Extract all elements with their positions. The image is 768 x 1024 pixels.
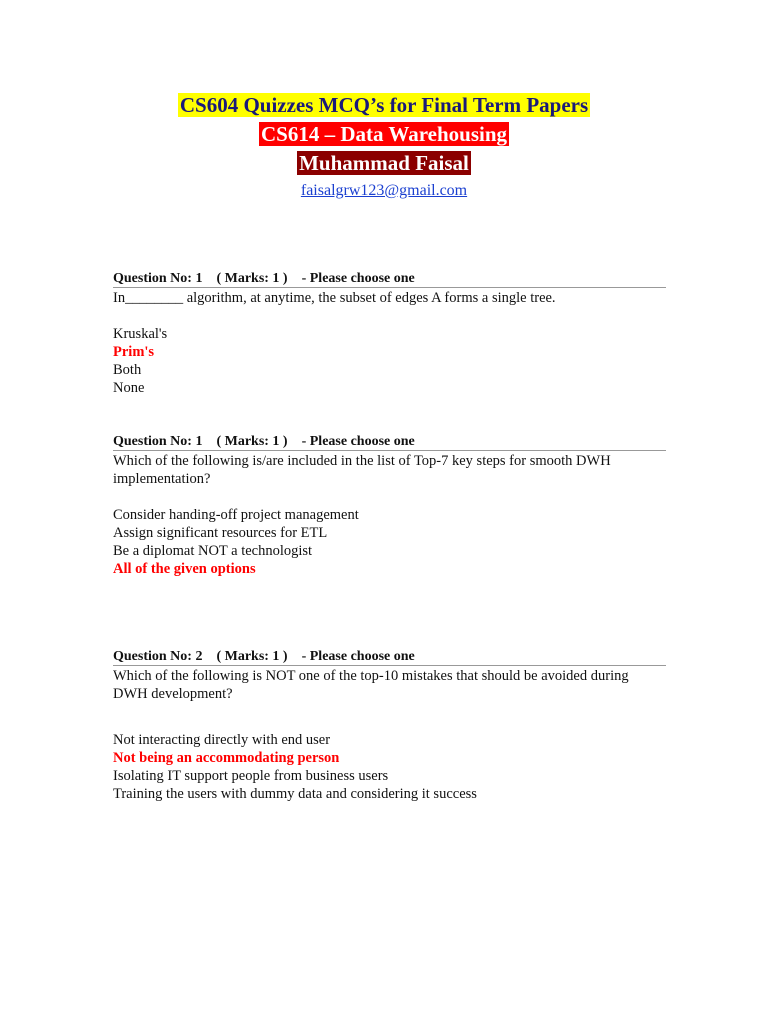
option-item: Kruskal's bbox=[113, 326, 168, 342]
option-item: Be a diplomat NOT a technologist bbox=[113, 543, 313, 559]
document-header bbox=[0, 92, 768, 201]
title-course: CS614 – Data Warehousing bbox=[260, 122, 508, 146]
options-list bbox=[113, 731, 666, 803]
option-item-correct: Prim's bbox=[113, 344, 155, 360]
title-line-3 bbox=[0, 150, 768, 179]
question-text: Which of the following is/are included in the list of Top-7 key steps for smooth DWH implementation? bbox=[113, 453, 611, 487]
question-block-1 bbox=[113, 270, 666, 397]
option-item-correct: All of the given options bbox=[113, 561, 256, 577]
question-heading: Question No: 1 ( Marks: 1 ) - Please choose one bbox=[113, 433, 666, 451]
option-item: Isolating IT support people from business users bbox=[113, 768, 389, 784]
question-block-2 bbox=[113, 433, 666, 578]
option-item: Assign significant resources for ETL bbox=[113, 525, 328, 541]
option-item-correct: Not being an accommodating person bbox=[113, 750, 340, 766]
option-item: Consider handing-off project management bbox=[113, 507, 359, 523]
options-list bbox=[113, 325, 666, 397]
title-quizzes: CS604 Quizzes MCQ’s for Final Term Papers bbox=[179, 93, 589, 117]
question-block-3 bbox=[113, 648, 666, 803]
option-item: None bbox=[113, 380, 145, 396]
question-heading: Question No: 2 ( Marks: 1 ) - Please choose one bbox=[113, 648, 666, 666]
option-item: Not interacting directly with end user bbox=[113, 732, 331, 748]
option-item: Both bbox=[113, 362, 142, 378]
question-text: In________ algorithm, at anytime, the subset of edges A forms a single tree. bbox=[113, 290, 556, 306]
author-name: Muhammad Faisal bbox=[299, 151, 469, 175]
option-item: Training the users with dummy data and considering it success bbox=[113, 786, 477, 802]
title-line-2 bbox=[0, 121, 768, 150]
question-heading: Question No: 1 ( Marks: 1 ) - Please choose one bbox=[113, 270, 666, 288]
title-line-1 bbox=[0, 92, 768, 121]
author-email-link[interactable]: faisalgrw123@gmail.com bbox=[300, 182, 468, 199]
question-text: Which of the following is NOT one of the top-10 mistakes that should be avoided during DWH development? bbox=[113, 668, 629, 702]
options-list bbox=[113, 506, 666, 578]
